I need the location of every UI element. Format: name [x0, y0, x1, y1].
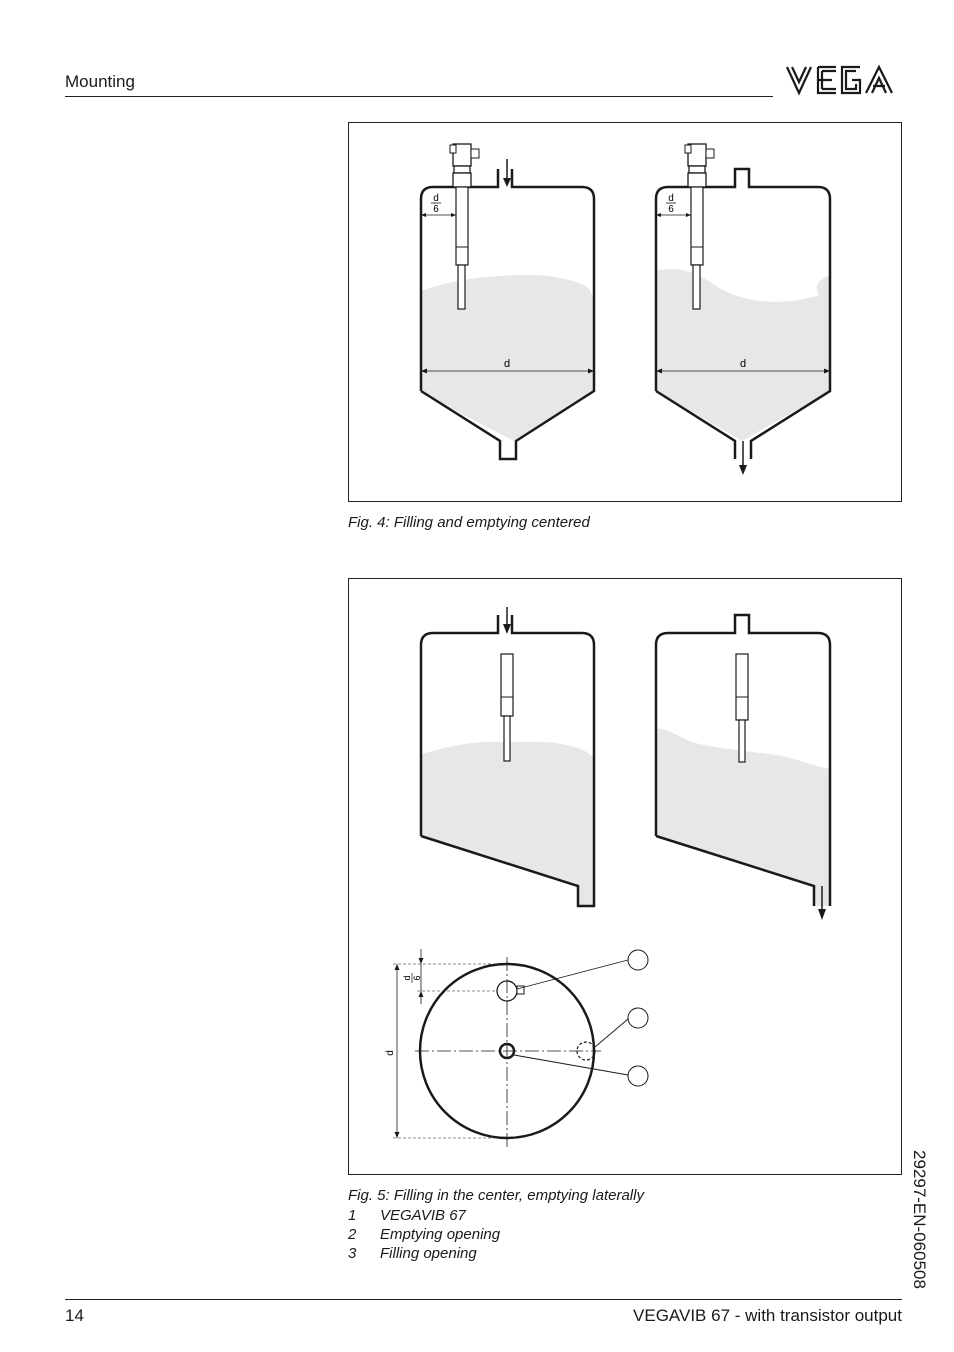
callout-2-circle	[628, 1008, 648, 1028]
fig4-dim-den-right: 6	[668, 204, 674, 215]
figure-5-box	[348, 578, 902, 1175]
footer-rule	[65, 1299, 902, 1300]
legend-num: 1	[348, 1207, 357, 1224]
figure-4-caption: Fig. 4: Filling and emptying centered	[348, 514, 590, 531]
legend-text: VEGAVIB 67	[380, 1207, 466, 1224]
fig5-dim-den: 6	[412, 975, 422, 981]
document-number: 29297-EN-060508	[910, 1150, 929, 1289]
document-number-vertical	[905, 1150, 935, 1310]
fig4-dim-d-left: d	[503, 358, 511, 370]
legend-item	[348, 1225, 500, 1244]
callout-1-circle	[628, 950, 648, 970]
header-rule	[65, 96, 773, 97]
figure-4-drawing	[349, 123, 901, 501]
fig5-dim-num: d	[402, 975, 412, 981]
legend-item	[348, 1244, 500, 1263]
legend-num: 3	[348, 1245, 357, 1262]
tank-left	[421, 159, 594, 459]
legend-text: Filling opening	[380, 1245, 477, 1262]
tank-side-right	[656, 615, 830, 920]
fig4-dim-den-left: 6	[433, 204, 439, 215]
fig4-dim-num-left: d	[433, 193, 439, 204]
fig4-dim-num-right: d	[668, 193, 674, 204]
fig5-dim-d: d	[385, 1050, 396, 1056]
fig4-dim-d-right: d	[739, 358, 747, 370]
callout-3-circle	[628, 1066, 648, 1086]
footer-doc-title: VEGAVIB 67 - with transistor output	[633, 1306, 902, 1325]
tank-top-view	[385, 949, 648, 1149]
figure-5-drawing	[349, 579, 901, 1174]
vega-logo	[784, 62, 902, 98]
legend-item	[348, 1206, 500, 1225]
tank-side-left	[421, 607, 594, 906]
figure-5-legend	[348, 1206, 500, 1263]
figure-5-caption: Fig. 5: Filling in the center, emptying laterally	[348, 1187, 644, 1204]
page-number: 14	[65, 1306, 84, 1325]
liquid-right	[656, 269, 830, 441]
legend-text: Emptying opening	[380, 1226, 501, 1243]
section-title: Mounting	[65, 72, 135, 91]
figure-4-box	[348, 122, 902, 502]
legend-num: 2	[348, 1226, 357, 1243]
